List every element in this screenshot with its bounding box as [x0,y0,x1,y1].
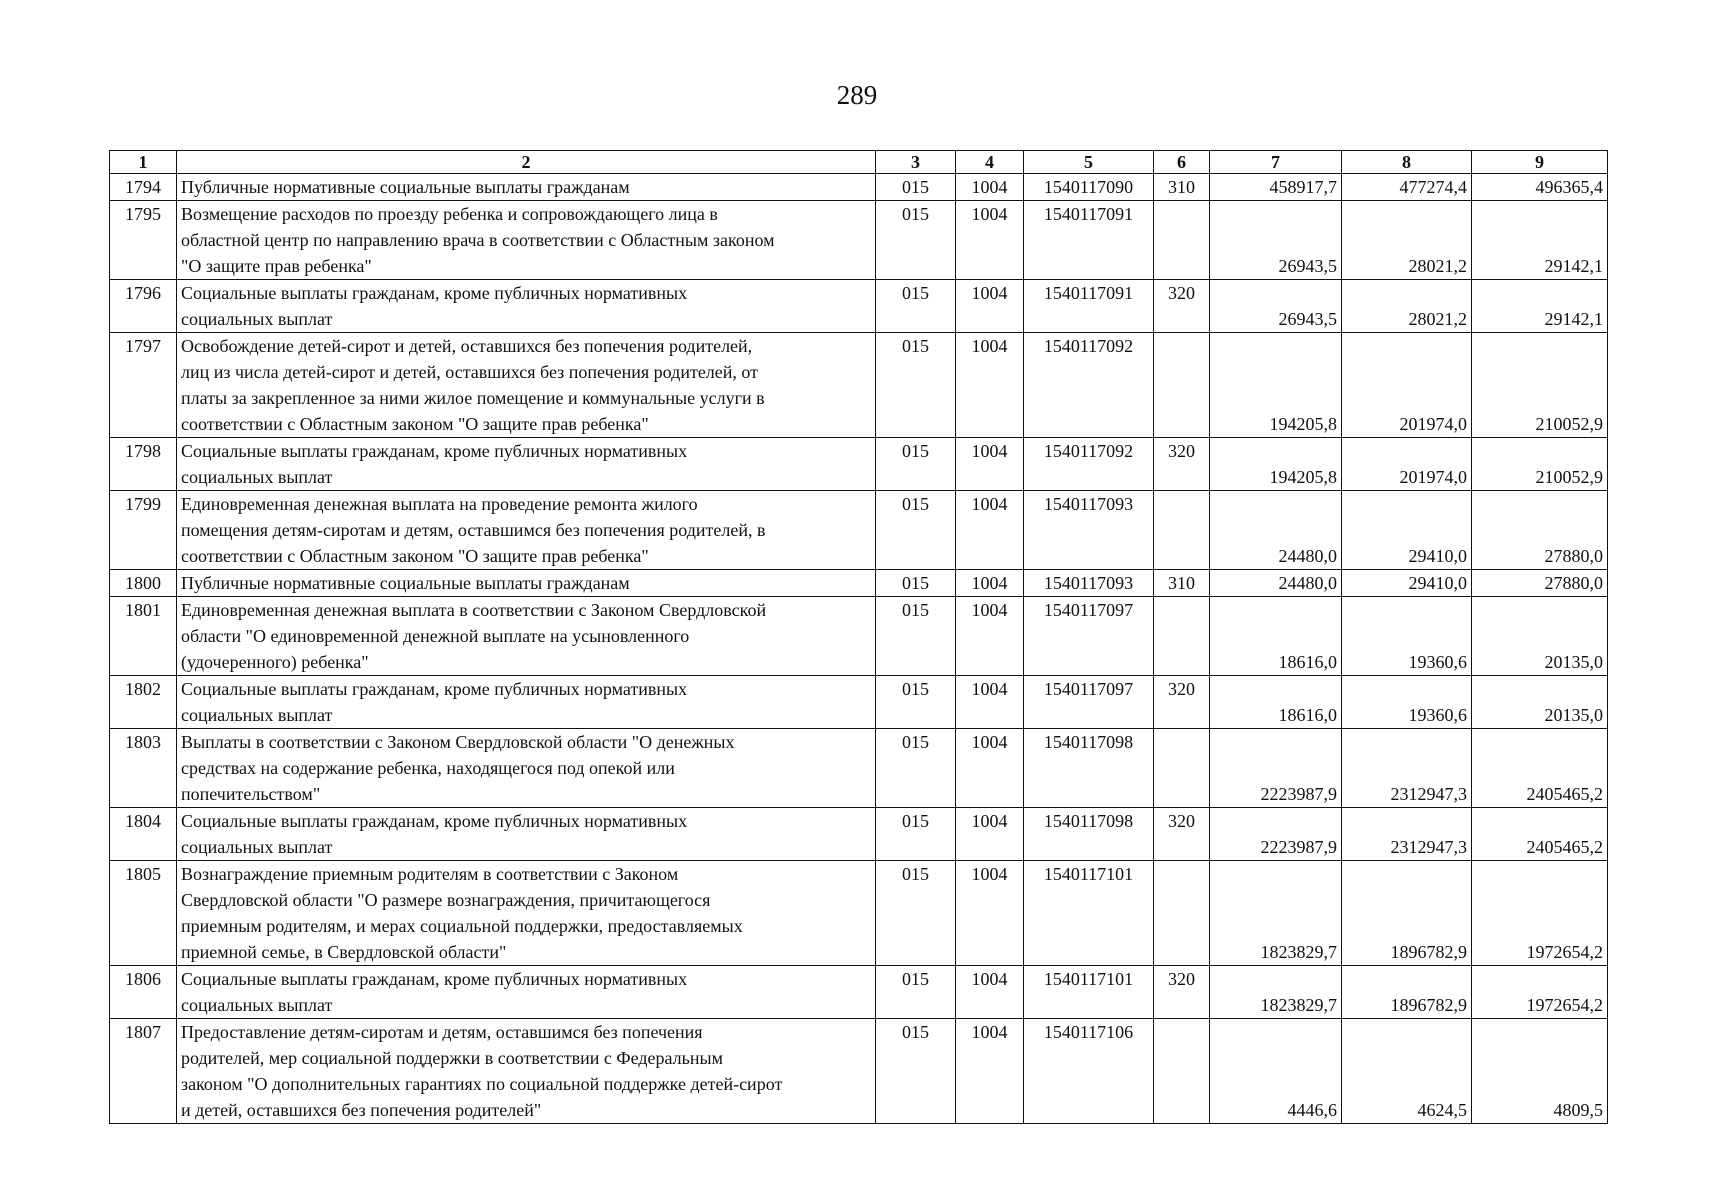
target-article-code: 1540117093 [1024,491,1154,570]
target-article-code: 1540117106 [1024,1019,1154,1124]
target-article-code: 1540117101 [1024,861,1154,966]
row-description: Единовременная денежная выплата в соответствии с Законом Свердловской области "О единовременной денежной выплате на усыновленного (удочеренного) ребенка" [177,597,876,676]
section-code: 1004 [956,597,1024,676]
expense-type-code: 310 [1154,570,1210,597]
expense-type-code [1154,201,1210,280]
column-header-2: 2 [177,151,876,174]
ministry-code: 015 [876,1019,956,1124]
amount-year-1: 1823829,7 [1210,966,1342,1019]
amount-year-3: 1972654,2 [1472,861,1608,966]
row-description: Социальные выплаты гражданам, кроме публичных нормативных социальных выплат [177,438,876,491]
row-description: Социальные выплаты гражданам, кроме публичных нормативных социальных выплат [177,808,876,861]
ministry-code: 015 [876,729,956,808]
column-header-3: 3 [876,151,956,174]
section-code: 1004 [956,966,1024,1019]
amount-year-2: 19360,6 [1342,676,1472,729]
amount-year-3: 1972654,2 [1472,966,1608,1019]
amount-year-3: 210052,9 [1472,333,1608,438]
target-article-code: 1540117098 [1024,808,1154,861]
amount-year-2: 19360,6 [1342,597,1472,676]
table-row [110,333,1608,438]
expense-type-code: 320 [1154,676,1210,729]
row-description: Социальные выплаты гражданам, кроме публичных нормативных социальных выплат [177,676,876,729]
section-code: 1004 [956,280,1024,333]
amount-year-3: 20135,0 [1472,597,1608,676]
page-number: 289 [836,80,878,110]
amount-year-2: 1896782,9 [1342,966,1472,1019]
amount-year-1: 18616,0 [1210,676,1342,729]
table-row [110,201,1608,280]
amount-year-3: 27880,0 [1472,570,1608,597]
row-number: 1803 [110,729,177,808]
header-row [110,151,1608,174]
amount-year-2: 201974,0 [1342,333,1472,438]
row-description: Вознаграждение приемным родителям в соответствии с Законом Свердловской области "О размере вознаграждения, причитающегося приемным родителям, и мерах социальной поддержки, предоставляемых приемной семье, в Свердловской области" [177,861,876,966]
ministry-code: 015 [876,201,956,280]
row-description: Социальные выплаты гражданам, кроме публичных нормативных социальных выплат [177,280,876,333]
row-number: 1807 [110,1019,177,1124]
table-row [110,1019,1608,1124]
amount-year-1: 194205,8 [1210,438,1342,491]
ministry-code: 015 [876,438,956,491]
section-code: 1004 [956,1019,1024,1124]
ministry-code: 015 [876,861,956,966]
row-number: 1800 [110,570,177,597]
budget-table [109,150,1608,1124]
amount-year-3: 496365,4 [1472,174,1608,201]
expense-type-code [1154,1019,1210,1124]
row-description: Публичные нормативные социальные выплаты гражданам [177,174,876,201]
expense-type-code: 320 [1154,808,1210,861]
column-header-7: 7 [1210,151,1342,174]
section-code: 1004 [956,729,1024,808]
column-header-4: 4 [956,151,1024,174]
row-number: 1802 [110,676,177,729]
amount-year-3: 29142,1 [1472,280,1608,333]
target-article-code: 1540117097 [1024,597,1154,676]
amount-year-1: 26943,5 [1210,201,1342,280]
table-row [110,676,1608,729]
amount-year-3: 20135,0 [1472,676,1608,729]
row-number: 1805 [110,861,177,966]
amount-year-2: 2312947,3 [1342,729,1472,808]
amount-year-1: 458917,7 [1210,174,1342,201]
row-number: 1801 [110,597,177,676]
table-row [110,729,1608,808]
amount-year-1: 1823829,7 [1210,861,1342,966]
row-number: 1797 [110,333,177,438]
amount-year-1: 194205,8 [1210,333,1342,438]
amount-year-3: 29142,1 [1472,201,1608,280]
table-row [110,808,1608,861]
ministry-code: 015 [876,597,956,676]
row-number: 1798 [110,438,177,491]
table-row [110,861,1608,966]
amount-year-3: 2405465,2 [1472,808,1608,861]
row-description: Возмещение расходов по проезду ребенка и сопровождающего лица в областной центр по направлению врача в соответствии с Областным законом "О защите прав ребенка" [177,201,876,280]
row-number: 1794 [110,174,177,201]
target-article-code: 1540117098 [1024,729,1154,808]
expense-type-code: 320 [1154,280,1210,333]
amount-year-2: 2312947,3 [1342,808,1472,861]
ministry-code: 015 [876,966,956,1019]
ministry-code: 015 [876,491,956,570]
expense-type-code: 310 [1154,174,1210,201]
expense-type-code: 320 [1154,438,1210,491]
column-header-5: 5 [1024,151,1154,174]
amount-year-2: 28021,2 [1342,280,1472,333]
ministry-code: 015 [876,280,956,333]
amount-year-3: 2405465,2 [1472,729,1608,808]
amount-year-3: 27880,0 [1472,491,1608,570]
target-article-code: 1540117090 [1024,174,1154,201]
section-code: 1004 [956,333,1024,438]
row-description: Предоставление детям-сиротам и детям, оставшимся без попечения родителей, мер социальной поддержки в соответствии с Федеральным законом "О дополнительных гарантиях по социальной поддержке детей-сирот и детей, оставшихся без попечения родителей" [177,1019,876,1124]
target-article-code: 1540117091 [1024,201,1154,280]
column-header-6: 6 [1154,151,1210,174]
target-article-code: 1540117092 [1024,333,1154,438]
table-row [110,438,1608,491]
row-description: Освобождение детей-сирот и детей, оставшихся без попечения родителей, лиц из числа детей-сирот и детей, оставшихся без попечения родителей, от платы за закрепленное за ними жилое помещение и коммунальные услуги в соответствии с Областным законом "О защите прав ребенка" [177,333,876,438]
expense-type-code [1154,597,1210,676]
table-body [110,174,1608,1124]
ministry-code: 015 [876,570,956,597]
expense-type-code [1154,333,1210,438]
amount-year-1: 24480,0 [1210,570,1342,597]
table-row [110,597,1608,676]
target-article-code: 1540117097 [1024,676,1154,729]
row-number: 1799 [110,491,177,570]
section-code: 1004 [956,570,1024,597]
table-row [110,491,1608,570]
table-row [110,570,1608,597]
row-description: Единовременная денежная выплата на проведение ремонта жилого помещения детям-сиротам и детям, оставшимся без попечения родителей, в соответствии с Областным законом "О защите прав ребенка" [177,491,876,570]
amount-year-2: 477274,4 [1342,174,1472,201]
section-code: 1004 [956,201,1024,280]
row-number: 1806 [110,966,177,1019]
amount-year-3: 210052,9 [1472,438,1608,491]
section-code: 1004 [956,438,1024,491]
row-description: Выплаты в соответствии с Законом Свердловской области "О денежных средствах на содержание ребенка, находящегося под опекой или попечительством" [177,729,876,808]
ministry-code: 015 [876,676,956,729]
amount-year-1: 26943,5 [1210,280,1342,333]
ministry-code: 015 [876,174,956,201]
amount-year-2: 4624,5 [1342,1019,1472,1124]
amount-year-2: 201974,0 [1342,438,1472,491]
amount-year-1: 24480,0 [1210,491,1342,570]
row-number: 1795 [110,201,177,280]
row-number: 1804 [110,808,177,861]
target-article-code: 1540117092 [1024,438,1154,491]
amount-year-2: 1896782,9 [1342,861,1472,966]
target-article-code: 1540117101 [1024,966,1154,1019]
amount-year-2: 29410,0 [1342,570,1472,597]
section-code: 1004 [956,861,1024,966]
amount-year-2: 29410,0 [1342,491,1472,570]
expense-type-code: 320 [1154,966,1210,1019]
target-article-code: 1540117091 [1024,280,1154,333]
amount-year-1: 2223987,9 [1210,729,1342,808]
expense-type-code [1154,861,1210,966]
row-description: Публичные нормативные социальные выплаты гражданам [177,570,876,597]
row-number: 1796 [110,280,177,333]
amount-year-1: 4446,6 [1210,1019,1342,1124]
target-article-code: 1540117093 [1024,570,1154,597]
section-code: 1004 [956,676,1024,729]
amount-year-3: 4809,5 [1472,1019,1608,1124]
section-code: 1004 [956,491,1024,570]
table-row [110,966,1608,1019]
amount-year-1: 18616,0 [1210,597,1342,676]
table-row [110,174,1608,201]
amount-year-1: 2223987,9 [1210,808,1342,861]
table-row [110,280,1608,333]
ministry-code: 015 [876,808,956,861]
expense-type-code [1154,729,1210,808]
ministry-code: 015 [876,333,956,438]
row-description: Социальные выплаты гражданам, кроме публичных нормативных социальных выплат [177,966,876,1019]
table-header [110,151,1608,174]
column-header-1: 1 [110,151,177,174]
amount-year-2: 28021,2 [1342,201,1472,280]
section-code: 1004 [956,174,1024,201]
column-header-9: 9 [1472,151,1608,174]
section-code: 1004 [956,808,1024,861]
column-header-8: 8 [1342,151,1472,174]
expense-type-code [1154,491,1210,570]
